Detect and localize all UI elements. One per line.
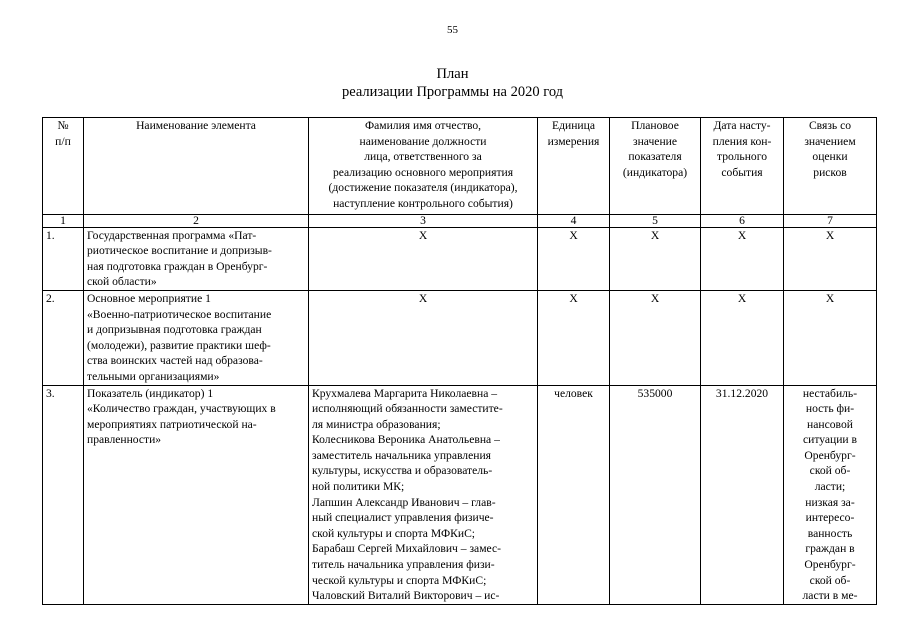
responsible-person: X — [309, 290, 538, 385]
row-number: 3. — [43, 385, 84, 604]
row-number: 2. — [43, 290, 84, 385]
header-number: № п/п — [43, 118, 84, 215]
column-number: 5 — [610, 214, 701, 227]
header-event-date: Дата насту- пления кон- трольного события — [701, 118, 784, 215]
plan-table — [42, 117, 877, 605]
responsible-person: X — [309, 227, 538, 290]
column-number: 7 — [784, 214, 877, 227]
event-date: X — [701, 290, 784, 385]
row-number: 1. — [43, 227, 84, 290]
title-line-1: План — [436, 66, 469, 82]
unit: X — [538, 227, 610, 290]
header-responsible: Фамилия имя отчество, наименование должности лица, ответственного за реализацию основного мероприятия (достижение показателя (индикатора), наступление контрольного события) — [309, 118, 538, 215]
plan-value: 535000 — [610, 385, 701, 604]
column-number: 1 — [43, 214, 84, 227]
event-date: 31.12.2020 — [701, 385, 784, 604]
table-row — [43, 290, 877, 385]
element-name: Показатель (индикатор) 1 «Количество граждан, участвующих в мероприятиях патриотической на- правленности» — [84, 385, 309, 604]
document-title — [0, 65, 905, 101]
element-name: Основное мероприятие 1 «Военно-патриотическое воспитание и допризывная подготовка граждан (молодежи), развитие практики шеф- ства воинских частей над образова- тельными организациями» — [84, 290, 309, 385]
plan-value: X — [610, 290, 701, 385]
header-unit: Единица измерения — [538, 118, 610, 215]
event-date: X — [701, 227, 784, 290]
unit: человек — [538, 385, 610, 604]
column-number: 3 — [309, 214, 538, 227]
header-element-name: Наименование элемента — [84, 118, 309, 215]
column-number-row — [43, 214, 877, 227]
header-plan-value: Плановое значение показателя (индикатора) — [610, 118, 701, 215]
risk-link: нестабиль- ность фи- нансовой ситуации в Оренбург- ской об- ласти; низкая за- интересо- ванность граждан в Оренбург- ской об- ласти в ме- — [784, 385, 877, 604]
column-number: 4 — [538, 214, 610, 227]
header-row — [43, 118, 877, 215]
risk-link: X — [784, 290, 877, 385]
risk-link: X — [784, 227, 877, 290]
page-number: 55 — [447, 24, 458, 36]
column-number: 2 — [84, 214, 309, 227]
table-row — [43, 227, 877, 290]
title-line-2: реализации Программы на 2020 год — [341, 84, 564, 100]
table-row — [43, 385, 877, 604]
unit: X — [538, 290, 610, 385]
responsible-person: Крухмалева Маргарита Николаевна – исполняющий обязанности заместите- ля министра образования; Колесникова Вероника Анатольевна – заместитель начальника управления культуры, искусства и образователь- ной политики МК; Лапшин Александр Иванович – глав- ный специалист управления физиче- ской культуры и спорта МФКиС; Барабаш Сергей Михайлович – замес- титель начальника управления физи- ческой культуры и спорта МФКиС; Чаловский Виталий Викторович – ис- — [309, 385, 538, 604]
header-risks: Связь со значением оценки рисков — [784, 118, 877, 215]
column-number: 6 — [701, 214, 784, 227]
plan-value: X — [610, 227, 701, 290]
element-name: Государственная программа «Пат- риотическое воспитание и допризыв- ная подготовка граждан в Оренбург- ской области» — [84, 227, 309, 290]
